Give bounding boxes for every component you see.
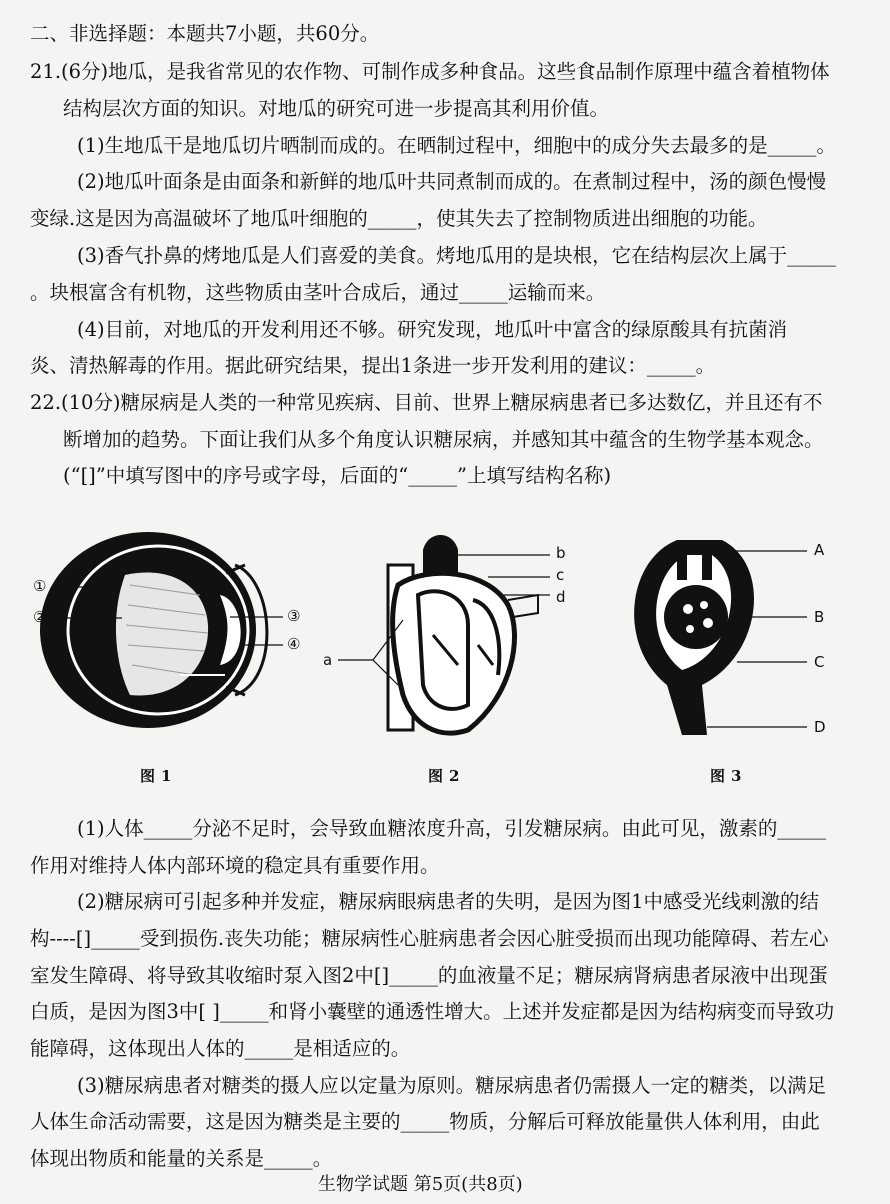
fig2-label-b: b	[556, 544, 566, 562]
figure1-eye-diagram	[30, 525, 295, 740]
fig3-label-A: A	[814, 541, 825, 559]
q21-part4-line1: (4)目前，对地瓜的开发利用还不够。研究发现，地瓜叶中富含的绿原酸具有抗菌消	[77, 318, 788, 341]
fig3-label-C: C	[814, 653, 825, 671]
q22-part1-line2: 作用对维持人体内部环境的稳定具有重要作用。	[30, 854, 440, 877]
q21-intro-line2: 结构层次方面的知识。对地瓜的研究可进一步提高其利用价值。	[63, 97, 610, 120]
fig3-label-B: B	[814, 608, 825, 626]
q21-intro-line1: 21.(6分)地瓜，是我省常见的农作物、可制作成多种食品。这些食品制作原理中蕴含着植物体	[30, 60, 830, 83]
q21-part3-line2: 。块根富含有机物，这些物质由茎叶合成后，通过_____运输而来。	[30, 281, 606, 304]
q22-part2-line1: (2)糖尿病可引起多种并发症，糖尿病眼病患者的失明，是因为图1中感受光线刺激的结	[77, 890, 820, 913]
figure2-heart-diagram	[318, 525, 578, 740]
fig1-label-1: ①	[33, 577, 47, 595]
q22-part2-line4: 白质，是因为图3中[ ]_____和肾小囊壁的通透性增大。上述并发症都是因为结构病变而导致功	[30, 1000, 835, 1023]
q22-part3-line3: 体现出物质和能量的关系是_____。	[30, 1147, 333, 1170]
fig1-label-4: ④	[287, 635, 301, 653]
q21-part1: (1)生地瓜干是地瓜切片晒制而成的。在晒制过程中，细胞中的成分失去最多的是_____。	[77, 134, 836, 157]
fig1-label-2: ②	[33, 608, 47, 626]
q21-part4-line2: 炎、清热解毒的作用。据此研究结果，提出1条进一步开发利用的建议：_____。	[30, 354, 716, 377]
q22-part2-line5: 能障碍，这体现出人体的_____是相适应的。	[30, 1037, 411, 1060]
q22-note: (“[]”中填写图中的序号或字母，后面的“_____”上填写结构名称)	[63, 464, 612, 487]
q22-part2-line2: 构----[]_____受到损伤.丧失功能；糖尿病性心脏病患者会因心脏受损而出现功能障碍、若左心	[30, 927, 829, 950]
q22-part3-line2: 人体生命活动需要，这是因为糖类是主要的_____物质，分解后可释放能量供人体利用，由此	[30, 1110, 820, 1133]
fig2-label-d: d	[556, 588, 566, 606]
q22-part2-line3: 室发生障碍、将导致其收缩时泵入图2中[]_____的血液量不足；糖尿病肾病患者尿液中出现蛋	[30, 964, 828, 987]
figure2-caption: 图2	[428, 767, 466, 785]
q22-intro-line2: 断增加的趋势。下面让我们从多个角度认识糖尿病，并感知其中蕴含的生物学基本观念。	[63, 428, 824, 451]
figure1-caption: 图1	[140, 767, 178, 785]
fig1-label-3: ③	[287, 607, 301, 625]
q22-intro-line1: 22.(10分)糖尿病是人类的一种常见疾病、目前、世界上糖尿病患者已多达数亿，并且还有不	[30, 391, 823, 414]
q21-part3-line1: (3)香气扑鼻的烤地瓜是人们喜爱的美食。烤地瓜用的是块根，它在结构层次上属于_____	[77, 244, 836, 267]
fig2-label-a: a	[323, 651, 333, 669]
section-heading: 二、非选择题：本题共7小题，共60分。	[30, 22, 380, 45]
q22-part3-line1: (3)糖尿病患者对糖类的摄人应以定量为原则。糖尿病患者仍需摄人一定的糖类，以满足	[77, 1074, 827, 1097]
fig3-label-D: D	[814, 718, 826, 736]
page-footer: 生物学试题 第5页(共8页)	[318, 1174, 523, 1195]
figure3-kidney-unit-diagram	[612, 525, 842, 740]
q21-part2-line1: (2)地瓜叶面条是由面条和新鲜的地瓜叶共同煮制而成的。在煮制过程中，汤的颜色慢慢	[77, 170, 827, 193]
figure3-caption: 图3	[710, 767, 748, 785]
q21-part2-line2: 变绿.这是因为高温破坏了地瓜叶细胞的_____，使其失去了控制物质进出细胞的功能。	[30, 207, 768, 230]
fig2-label-c: c	[556, 566, 565, 584]
q22-part1-line1: (1)人体_____分泌不足时，会导致血糖浓度升高，引发糖尿病。由此可见，激素的_____	[77, 817, 827, 840]
